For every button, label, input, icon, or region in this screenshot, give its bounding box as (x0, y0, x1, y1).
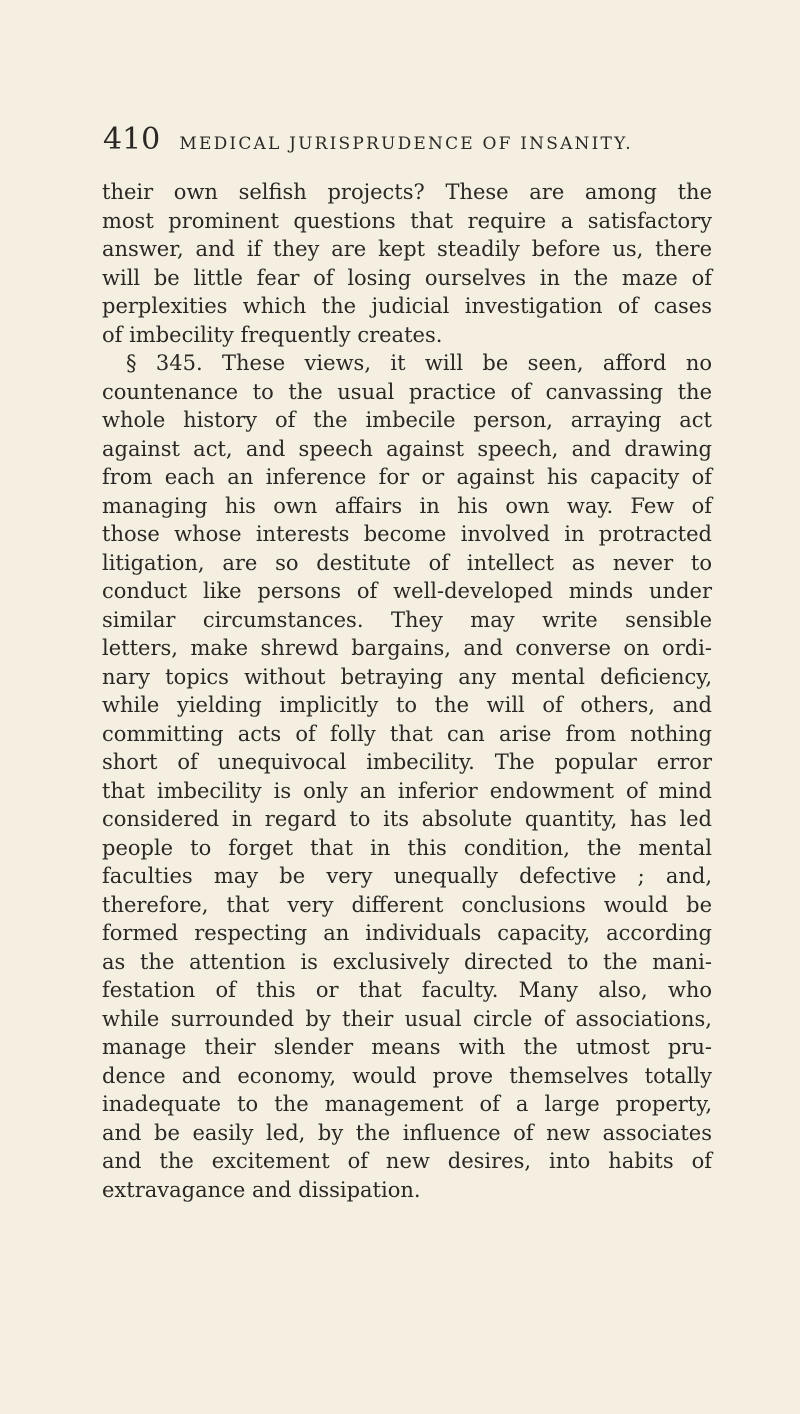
text-line: manage their slender means with the utmost pru- (102, 1035, 712, 1059)
text-line: will be little fear of losing ourselves in the maze of (102, 265, 712, 290)
text-line: and be easily led, by the influence of new associates (102, 1120, 712, 1145)
text-line: from each an inference for or against his capacity of (102, 465, 712, 489)
page-header (103, 122, 703, 157)
text-line: similar circumstances. They may write sensible (102, 607, 712, 632)
text-line: and the excitement of new desires, into habits of (102, 1149, 712, 1173)
text-line: their own selfish projects? These are among the (102, 180, 712, 204)
text-line: of imbecility frequently creates. (102, 322, 443, 347)
text-line: inadequate to the management of a large property, (102, 1092, 712, 1116)
text-line: faculties may be very unequally defective ; and, (102, 864, 712, 888)
text-line: committing acts of folly that can arise from nothing (102, 721, 712, 746)
text-line: while yielding implicitly to the will of others, and (102, 693, 712, 717)
text-line: dence and economy, would prove themselves totally (102, 1063, 712, 1088)
text-line: therefore, that very different conclusions would be (102, 892, 712, 917)
text-line: managing his own affairs in his own way. Few of (102, 493, 712, 518)
body-text (102, 178, 712, 1204)
text-line: while surrounded by their usual circle of associations, (102, 1006, 712, 1031)
text-line: whole history of the imbecile person, arraying act (102, 408, 712, 432)
text-line: those whose interests become involved in protracted (102, 522, 712, 546)
text-line: against act, and speech against speech, and drawing (102, 436, 712, 461)
text-line: litigation, are so destitute of intellect as never to (102, 550, 712, 575)
text-line: as the attention is exclusively directed to the mani- (102, 949, 712, 974)
text-line: people to forget that in this condition, the mental (102, 835, 712, 860)
text-line: countenance to the usual practice of canvassing the (102, 379, 712, 404)
text-line: nary topics without betraying any mental deficiency, (102, 664, 712, 689)
text-line: answer, and if they are kept steadily before us, there (102, 237, 712, 261)
text-line: short of unequivocal imbecility. The popular error (102, 750, 712, 774)
text-line: considered in regard to its absolute quantity, has led (102, 807, 712, 831)
text-line: formed respecting an individuals capacity, according (102, 921, 712, 945)
text-line: extravagance and dissipation. (102, 1177, 421, 1202)
text-line: conduct like persons of well-developed minds under (102, 579, 712, 603)
running-title: MEDICAL JURISPRUDENCE OF INSANITY. (179, 134, 633, 154)
text-line: most prominent questions that require a satisfactory (102, 208, 712, 233)
section-start-line: § 345. These views, it will be seen, afford no (126, 351, 712, 375)
text-line: that imbecility is only an inferior endowment of mind (102, 778, 712, 803)
page-number: 410 (103, 122, 161, 157)
text-line: perplexities which the judicial investigation of cases (102, 294, 712, 318)
text-line: letters, make shrewd bargains, and converse on ordi- (102, 636, 712, 660)
text-line: festation of this or that faculty. Many also, who (102, 978, 712, 1002)
